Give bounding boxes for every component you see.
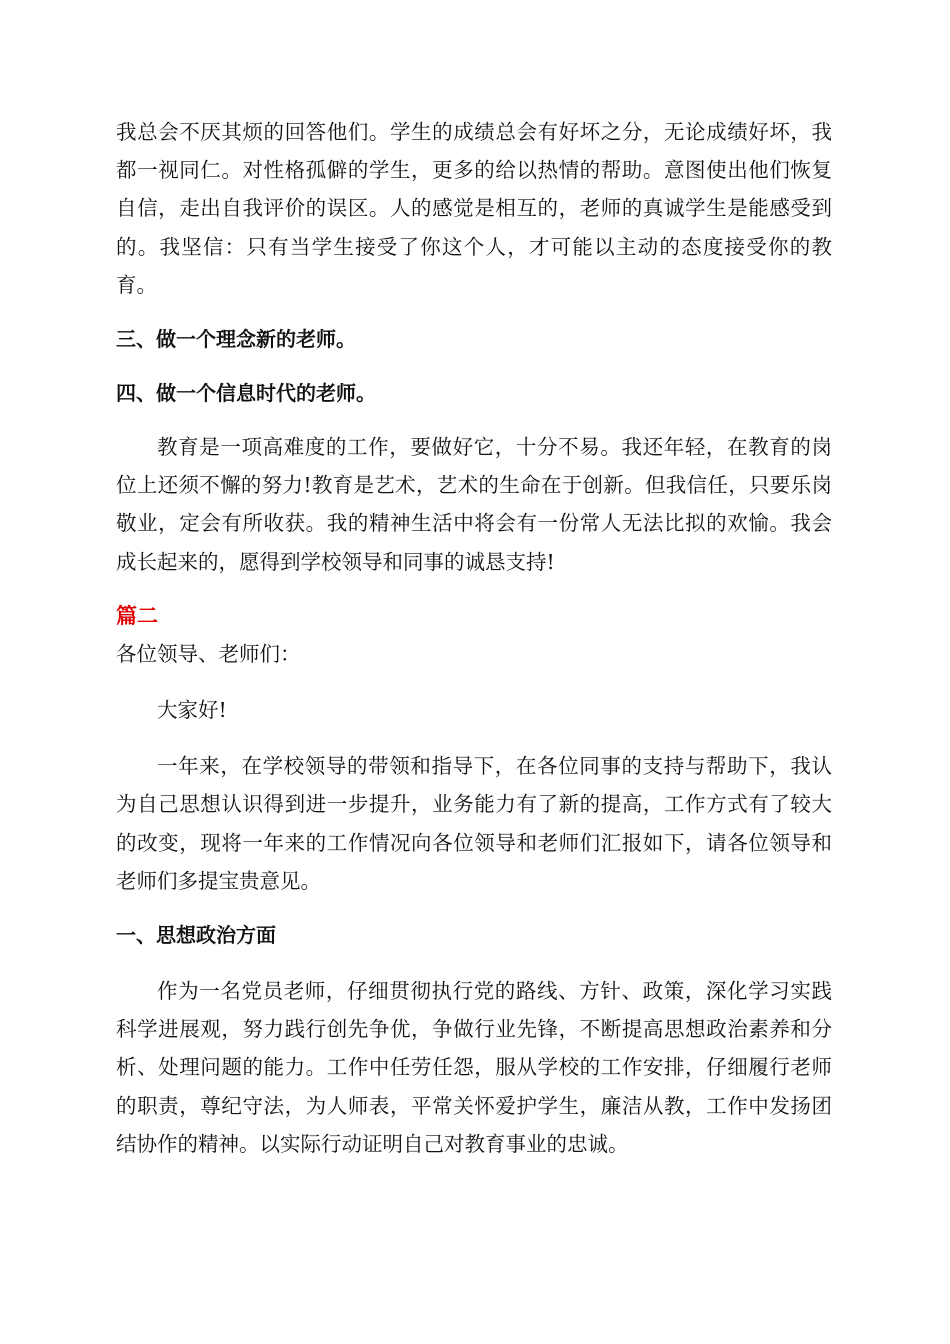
spacer [116,581,832,597]
heading-political-thought: 一、思想政治方面 [116,923,276,948]
spacer [116,673,832,691]
paragraph-continuation: 我总会不厌其烦的回答他们。学生的成绩总会有好坏之分，无论成绩好坏，我都一视同仁。对性格孤僻的学生，更多的给以热情的帮助。意图使出他们恢复自信，走出自我评价的误区。人的感觉是相互的，老师的真诚学生是能感受到的。我坚信：只有当学生接受了你这个人，才可能以主动的态度接受你的教育。 [116,120,832,297]
paragraph-education: 教育是一项高难度的工作，要做好它，十分不易。我还年轻，在教育的岗位上还须不懈的努力!教育是艺术，艺术的生命在于创新。但我信任，只要乐岗敬业，定会有所收获。我的精神生活中将会有一份常人无法比拟的欢愉。我会成长起来的，愿得到学校领导和同事的诚恳支持! [116,435,832,574]
document-page [116,113,832,1163]
spacer [116,729,832,747]
heading-third: 三、做一个理念新的老师。 [116,327,356,352]
spacer [116,900,832,916]
spacer [116,412,832,428]
spacer [116,304,832,320]
paragraph-year-review: 一年来，在学校领导的带领和指导下，在各位同事的支持与帮助下，我认为自己思想认识得到进一步提升，业务能力有了新的提高，工作方式有了较大的改变，现将一年来的工作情况向各位领导和老师们汇报如下，请各位领导和老师们多提宝贵意见。 [116,754,832,893]
greeting: 大家好! [157,698,227,723]
heading-fourth: 四、做一个信息时代的老师。 [116,381,376,406]
paragraph-political-thought: 作为一名党员老师，仔细贯彻执行党的路线、方针、政策，深化学习实践科学进展观，努力践行创先争优，争做行业先锋，不断提高思想政治素养和分析、处理问题的能力。工作中任劳任怨，服从学校的工作安排，仔细履行老师的职责，尊纪守法，为人师表，平常关怀爱护学生，廉洁从教，工作中发扬团结协作的精神。以实际行动证明自己对教育事业的忠诚。 [116,979,832,1156]
section-title-part-two: 篇二 [116,603,158,628]
spacer [116,954,832,972]
salutation: 各位领导、老师们： [116,641,301,666]
spacer [116,358,832,374]
